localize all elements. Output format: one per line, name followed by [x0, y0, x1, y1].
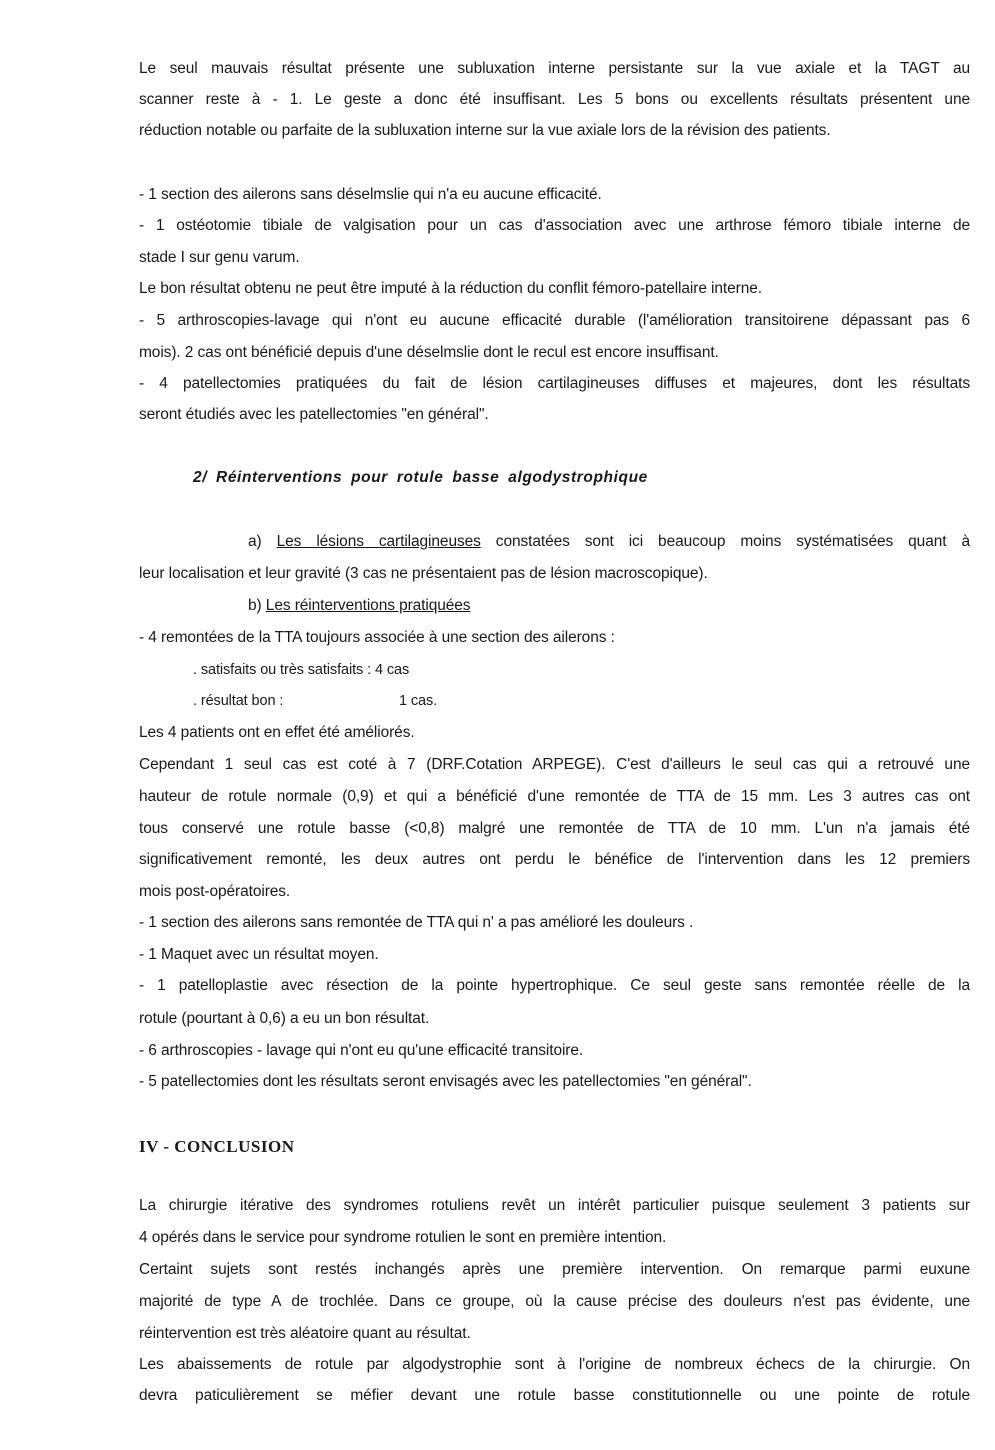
- paragraph-line: tous conservé une rotule basse (<0,8) malgré une remontée de TTA de 10 mm. L'un n'a jamais été: [139, 820, 970, 837]
- list-item: - 4 remontées de la TTA toujours associée à une section des ailerons :: [139, 629, 615, 646]
- paragraph-line: Le bon résultat obtenu ne peut être imputé à la réduction du conflit fémoro-patellaire interne.: [139, 280, 762, 297]
- paragraph-line: Les abaissements de rotule par algodystrophie sont à l'origine de nombreux échecs de la chirurgie. On: [139, 1356, 970, 1373]
- paragraph-line: Certaint sujets sont restés inchangés après une première intervention. On remarque parmi euxune: [139, 1261, 970, 1278]
- section-heading: IV - CONCLUSION: [139, 1137, 295, 1156]
- list-item: - 5 patellectomies dont les résultats seront envisagés avec les patellectomies "en général".: [139, 1073, 752, 1090]
- paragraph-line: significativement remonté, les deux autres ont perdu le bénéfice de l'intervention dans les 12 premiers: [139, 851, 970, 868]
- paragraph-line: leur localisation et leur gravité (3 cas ne présentaient pas de lésion macroscopique).: [139, 565, 708, 582]
- list-item: - 1 patelloplastie avec résection de la pointe hypertrophique. Ce seul geste sans remontée réelle de la: [139, 977, 970, 994]
- list-subitem: . résultat bon : 1 cas.: [193, 693, 438, 709]
- paragraph-line: Les 4 patients ont en effet été améliorés.: [139, 724, 415, 741]
- list-item: - 6 arthroscopies - lavage qui n'ont eu qu'une efficacité transitoire.: [139, 1042, 584, 1059]
- paragraph-line: rotule (pourtant à 0,6) a eu un bon résultat.: [139, 1010, 430, 1027]
- paragraph-line: La chirurgie itérative des syndromes rotuliens revêt un intérêt particulier puisque seulement 3 patients sur: [139, 1197, 970, 1214]
- paragraph-line: réintervention est très aléatoire quant au résultat.: [139, 1325, 471, 1342]
- list-subitem: . satisfaits ou très satisfaits : 4 cas: [193, 662, 410, 678]
- paragraph-line: devra paticulièrement se méfier devant une rotule basse constitutionnelle ou une pointe de rotule: [139, 1387, 970, 1404]
- list-item: - 1 section des ailerons sans déselmslie qui n'a eu aucune efficacité.: [139, 186, 602, 203]
- paragraph-line: stade I sur genu varum.: [139, 249, 300, 266]
- list-item: - 1 ostéotomie tibiale de valgisation pour un cas d'association avec une arthrose fémoro tibiale interne de: [139, 217, 970, 234]
- list-item: - 5 arthroscopies-lavage qui n'ont eu aucune efficacité durable (l'amélioration transitoirene dépassant pas 6: [139, 312, 970, 329]
- subsection-line: a) Les lésions cartilagineuses constatées sont ici beaucoup moins systématisées quant à: [248, 533, 970, 550]
- paragraph-line: majorité de type A de trochlée. Dans ce groupe, où la cause précise des douleurs n'est pas évidente, une: [139, 1293, 970, 1310]
- subsection-line: b) Les réinterventions pratiquées: [248, 597, 471, 614]
- paragraph-line: 4 opérés dans le service pour syndrome rotulien le sont en première intention.: [139, 1229, 667, 1246]
- list-item: - 1 Maquet avec un résultat moyen.: [139, 946, 379, 963]
- underlined-title: Les lésions cartilagineuses: [276, 533, 481, 550]
- paragraph-line: hauteur de rotule normale (0,9) et qui a bénéficié d'une remontée de TTA de 15 mm. Les 3 autres cas ont: [139, 788, 970, 805]
- paragraph-line: Cependant 1 seul cas est coté à 7 (DRF.Cotation ARPEGE). C'est d'ailleurs le seul cas qui a retrouvé une: [139, 756, 970, 773]
- paragraph-line: mois post-opératoires.: [139, 883, 291, 900]
- paragraph-line: Le seul mauvais résultat présente une subluxation interne persistante sur la vue axiale et la TAGT au: [139, 60, 970, 77]
- paragraph-line: seront étudiés avec les patellectomies "en général".: [139, 406, 489, 423]
- list-item: - 1 section des ailerons sans remontée de TTA qui n' a pas amélioré les douleurs .: [139, 914, 694, 931]
- paragraph-line: mois). 2 cas ont bénéficié depuis d'une déselmslie dont le recul est encore insuffisant.: [139, 344, 719, 361]
- paragraph-line: réduction notable ou parfaite de la subluxation interne sur la vue axiale lors de la révision des patients.: [139, 122, 831, 139]
- underlined-title: Les réinterventions pratiquées: [265, 597, 471, 614]
- section-heading: 2/ Réinterventions pour rotule basse algodystrophique: [193, 469, 648, 486]
- paragraph-line: scanner reste à - 1. Le geste a donc été insuffisant. Les 5 bons ou excellents résultats présentent une: [139, 91, 970, 108]
- list-item: - 4 patellectomies pratiquées du fait de lésion cartilagineuses diffuses et majeures, dont les résultats: [139, 375, 970, 392]
